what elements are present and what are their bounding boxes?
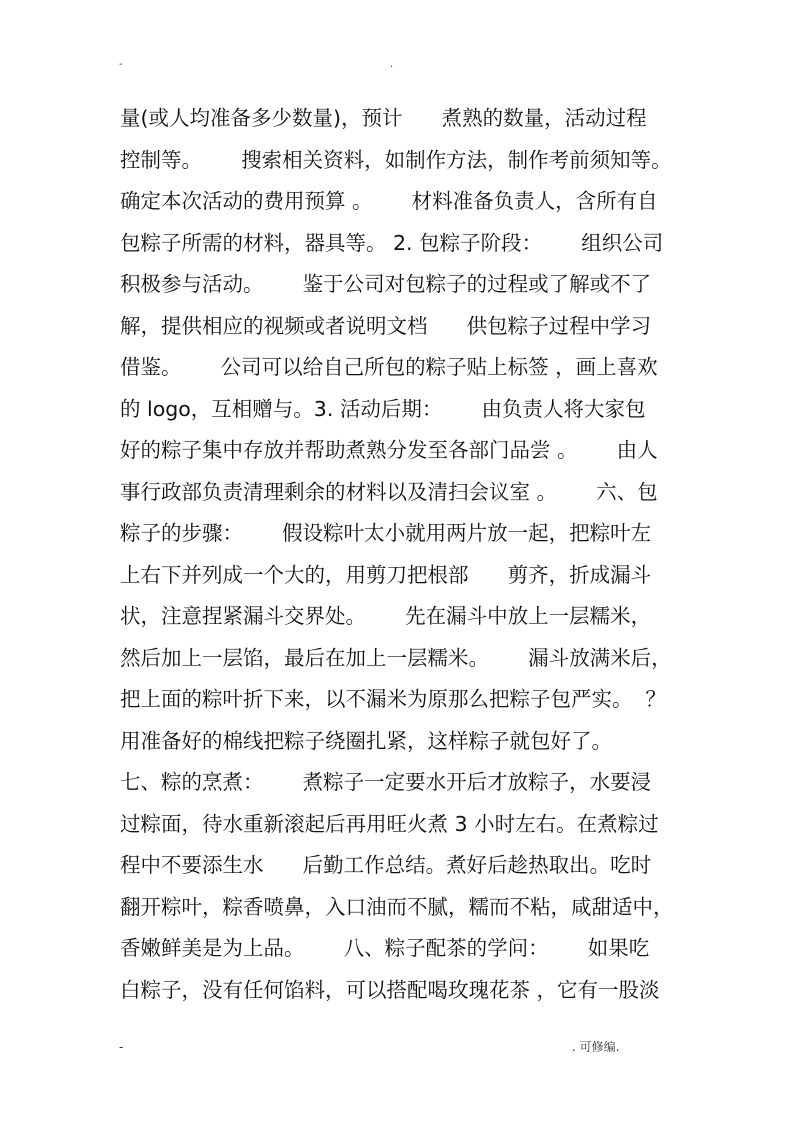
text-line: 控制等。 搜索相关资料，如制作方法，制作考前须知等。: [120, 147, 672, 172]
text-line: 状，注意捏紧漏斗交界处。 先在漏斗中放上一层糯米，: [120, 604, 652, 628]
text-line: 用准备好的棉线把粽子绕圈扎紧，这样粽子就包好了。: [120, 728, 612, 753]
text-line: 白粽子，没有任何馅料，可以搭配喝玫瑰花茶 ，它有一股淡: [120, 977, 660, 1002]
text-line: 翻开粽叶，粽香喷鼻，入口油而不腻，糯而不粘，咸甜适中，: [120, 894, 674, 919]
text-line: 好的粽子集中存放并帮助煮熟分发至各部门品尝 。 由人: [120, 438, 658, 462]
text-line: 的 logo，互相赠与。3. 活动后期： 由负责人将大家包: [120, 396, 646, 421]
header-mid-mark: .: [390, 59, 394, 70]
text-line: 积极参与活动。 鉴于公司对包粽子的过程或了解或不了: [120, 272, 652, 296]
text-line: 量(或人均准备多少数量)，预计 煮熟的数量，活动过程: [120, 106, 647, 130]
document-body: [120, 98, 680, 1011]
text-line: 事行政部负责清理剩余的材料以及清扫会议室 。 六、包: [120, 479, 658, 504]
text-line: 粽子的步骤： 假设粽叶太小就用两片放一起，把粽叶左: [120, 521, 652, 545]
text-line: 上右下并列成一个大的，用剪刀把根部 剪齐，折成漏斗: [120, 562, 652, 587]
footer-left-mark: -: [119, 1040, 124, 1054]
text-line: 程中不要添生水 后勤工作总结。煮好后趁热取出。吃时: [120, 853, 652, 877]
text-line: 确定本次活动的费用预算 。 材料准备负责人，含所有自: [120, 189, 658, 213]
text-line: 借鉴。 公司可以给自己所包的粽子贴上标签 ，画上喜欢: [120, 355, 658, 379]
text-line: 解，提供相应的视频或者说明文档 供包粽子过程中学习: [120, 313, 652, 338]
text-line: 香嫩鲜美是为上品。 八、粽子配茶的学问： 如果吃: [120, 936, 650, 960]
header-left-mark: -: [119, 59, 123, 70]
footer-editable-note: . 可修编.: [572, 1040, 620, 1054]
text-line: 包粽子所需的材料，器具等。 2. 包粽子阶段： 组织公司: [120, 230, 664, 255]
text-line: 然后加上一层馅，最后在加上一层糯米。 漏斗放满米后，: [120, 645, 672, 670]
text-line: 把上面的粽叶折下来，以不漏米为原那么把粽子包严实。 ？: [120, 687, 667, 711]
text-line: 七、粽的烹煮： 煮粽子一定要水开后才放粽子，水要浸: [120, 770, 652, 794]
text-line: 过粽面，待水重新滚起后再用旺火煮 3 小时左右。在煮粽过: [120, 811, 659, 836]
